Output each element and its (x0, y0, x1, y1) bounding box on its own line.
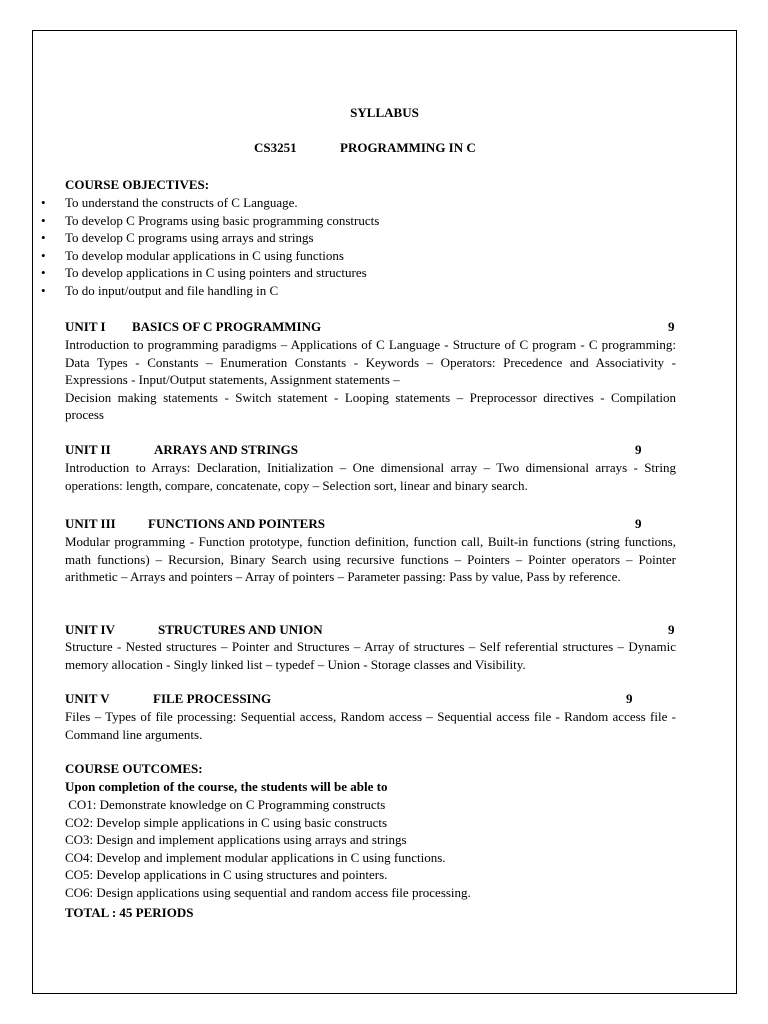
unit-5-content: Files – Types of file processing: Sequential access, Random access – Sequential access file - Random access file - Command line arguments. (65, 709, 676, 742)
total-periods: TOTAL : 45 PERIODS (65, 905, 194, 920)
unit-periods: 9 (635, 442, 642, 457)
unit-title: STRUCTURES AND UNION (158, 622, 323, 637)
objective-item: • To develop modular applications in C using functions (65, 247, 685, 265)
outcome-item: CO6: Design applications using sequential and random access file processing. (65, 884, 471, 900)
outcome-item: CO5: Develop applications in C using structures and pointers. (65, 867, 388, 882)
unit-title: ARRAYS AND STRINGS (154, 442, 299, 457)
unit-2-content: Introduction to Arrays: Declaration, Initialization – One dimensional array – Two dimensional arrays - String operations: length, compare, concatenate, copy – Selection sort, linear and binary search. (65, 460, 676, 493)
objective-item: • To do input/output and file handling in C (65, 282, 685, 300)
outcome-item: CO2: Develop simple applications in C using basic constructs (65, 814, 388, 830)
unit-title: FILE PROCESSING (153, 691, 272, 706)
course-name: PROGRAMMING IN C (340, 140, 476, 155)
unit-periods: 9 (635, 516, 642, 531)
objectives-heading: COURSE OBJECTIVES: (65, 177, 210, 192)
outcome-item: CO1: Demonstrate knowledge on C Programming constructs (65, 797, 386, 812)
document-title: SYLLABUS (350, 105, 419, 120)
unit-3-heading (65, 515, 677, 532)
unit-5-heading (65, 690, 677, 707)
objective-item: • To develop C Programs using basic programming constructs (65, 212, 685, 230)
unit-3-content: Modular programming - Function prototype, function definition, function call, Built-in functions (string functions, math functions) – Recursion, Binary Search using recursive functions – Pointers – Pointer operators – Pointer arithmetic – Arrays and pointers – Array of pointers – Parameter passing: Pass by value, Pass by reference. (65, 534, 676, 584)
outcomes-heading: COURSE OUTCOMES: (65, 761, 203, 776)
unit-1-content-continued: Decision making statements - Switch statement - Looping statements – Preprocessor directives - Compilation process (65, 389, 676, 422)
objectives-list (65, 194, 685, 299)
unit-1-content: Introduction to programming paradigms – Applications of C Language - Structure of C program - C programming: Data Types - Constants – Enumeration Constants - Keywords – Operators: Precedence and Associativity - Expressions - Input/Output statements, Assignment statements – (65, 337, 676, 387)
unit-4-content: Structure - Nested structures – Pointer and Structures – Array of structures – Self referential structures – Dynamic memory allocation - Singly linked list – typedef – Union - Storage classes and Visibility. (65, 639, 676, 672)
objective-item: • To understand the constructs of C Language. (65, 194, 685, 212)
unit-periods: 9 (626, 691, 633, 706)
unit-title: FUNCTIONS AND POINTERS (148, 516, 325, 531)
unit-number: UNIT III (65, 516, 116, 531)
unit-title: BASICS OF C PROGRAMMING (132, 319, 322, 334)
unit-number: UNIT I (65, 319, 106, 334)
outcomes-list (65, 796, 471, 901)
unit-2-heading (65, 441, 677, 458)
unit-1-heading (65, 318, 677, 335)
outcomes-intro: Upon completion of the course, the students will be able to (65, 779, 388, 794)
unit-4-heading (65, 621, 677, 638)
course-code: CS3251 (254, 140, 297, 155)
unit-number: UNIT V (65, 691, 110, 706)
unit-number: UNIT II (65, 442, 111, 457)
outcome-item: CO4: Develop and implement modular applications in C using functions. (65, 849, 446, 865)
unit-periods: 9 (668, 622, 675, 637)
unit-number: UNIT IV (65, 622, 115, 637)
outcome-item: CO3: Design and implement applications using arrays and strings (65, 832, 407, 847)
unit-periods: 9 (668, 319, 675, 334)
objective-item: • To develop C programs using arrays and strings (65, 229, 685, 247)
objective-item: • To develop applications in C using pointers and structures (65, 264, 685, 282)
